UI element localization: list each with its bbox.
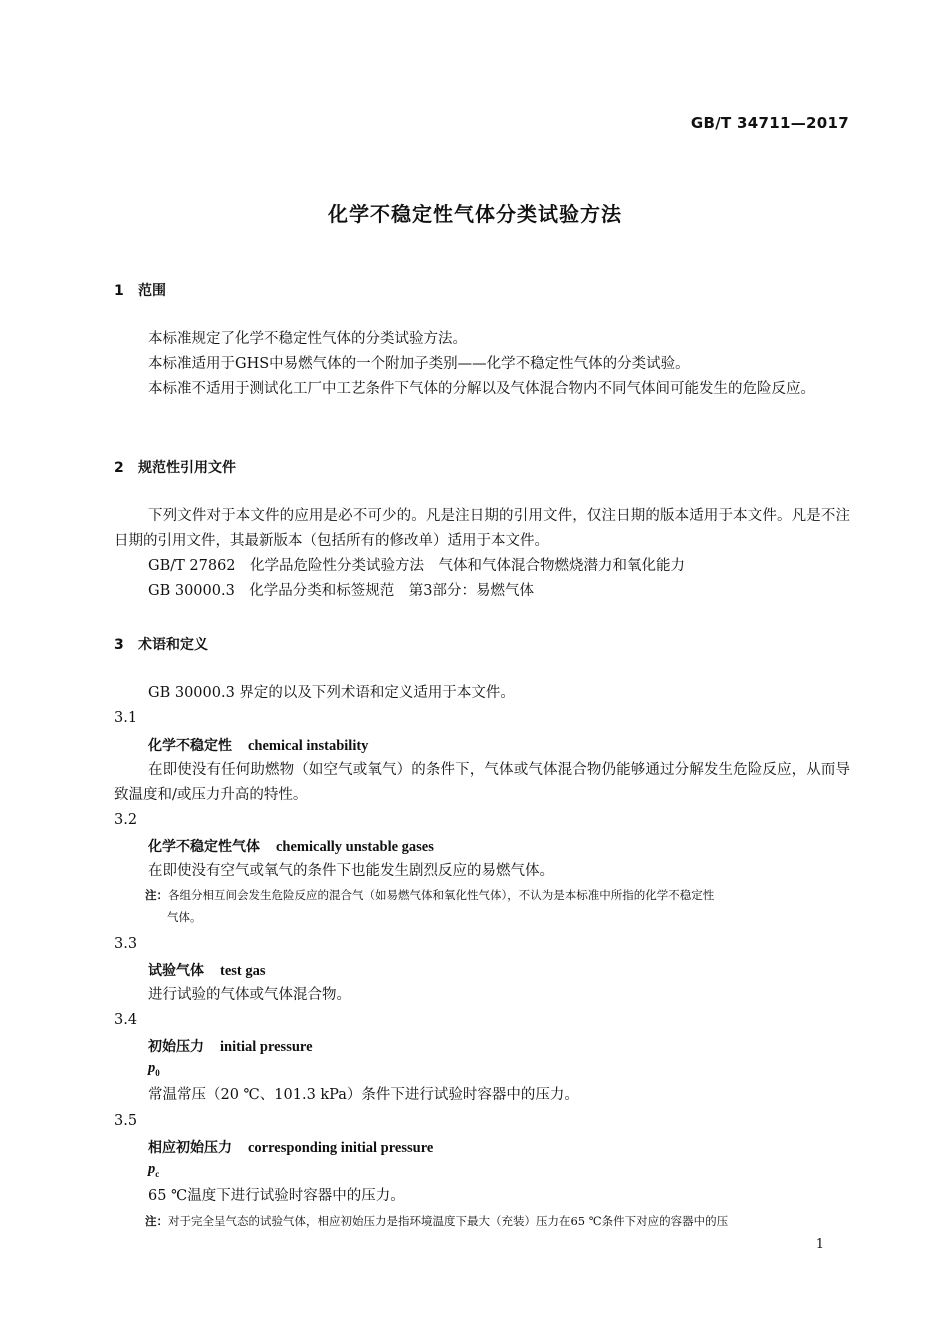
note-text-continued: 气体。 — [167, 910, 202, 924]
term-chinese: 化学不稳定性 — [148, 738, 232, 754]
term-number: 3.3 — [114, 936, 138, 952]
term-heading — [148, 960, 266, 980]
note-label: 注： — [145, 888, 168, 902]
paragraph: 本标准不适用于测试化工厂中工艺条件下气体的分解以及气体混合物内不同气体间可能发生的危险反应。 — [148, 381, 815, 397]
section-title: 范围 — [138, 283, 166, 299]
term-definition: 进行试验的气体或气体混合物。 — [148, 987, 351, 1003]
term-definition: 在即使没有空气或氧气的条件下也能发生剧烈反应的易燃气体。 — [148, 863, 554, 879]
symbol-letter: p — [148, 1060, 156, 1076]
section-number: 1 — [114, 283, 124, 299]
section-2-heading — [114, 457, 236, 477]
standard-number: GB/T 34711—2017 — [690, 114, 849, 132]
symbol-letter: p — [148, 1161, 156, 1177]
page-number: 1 — [815, 1237, 824, 1252]
term-symbol — [148, 1060, 160, 1078]
term-heading — [148, 836, 434, 856]
section-title: 规范性引用文件 — [138, 460, 236, 476]
term-english: corresponding initial pressure — [248, 1140, 434, 1156]
term-english: chemical instability — [248, 738, 369, 754]
note — [145, 1210, 850, 1232]
document-title: 化学不稳定性气体分类试验方法 — [328, 202, 622, 226]
term-english: chemically unstable gases — [276, 839, 434, 855]
term-definition: 在即使没有任何助燃物（如空气或氧气）的条件下，气体或气体混合物仍能够通过分解发生危险反应，从而导致温度和/或压力升高的特性。 — [114, 762, 850, 803]
paragraph: 下列文件对于本文件的应用是必不可少的。凡是注日期的引用文件，仅注日期的版本适用于本文件。凡是不注日期的引用文件，其最新版本（包括所有的修改单）适用于本文件。 — [114, 508, 850, 549]
term-definition: 常温常压（20 ℃、101.3 kPa）条件下进行试验时容器中的压力。 — [148, 1087, 579, 1103]
term-english: test gas — [220, 963, 266, 979]
term-number: 3.1 — [114, 710, 138, 726]
note — [145, 884, 850, 928]
section-number: 3 — [114, 637, 124, 653]
symbol-subscript: c — [155, 1168, 160, 1179]
term-chinese: 试验气体 — [148, 963, 204, 979]
section-3-heading — [114, 634, 208, 654]
term-chinese: 初始压力 — [148, 1039, 204, 1055]
term-number: 3.4 — [114, 1012, 138, 1028]
term-chinese: 化学不稳定性气体 — [148, 839, 260, 855]
section-title: 术语和定义 — [138, 637, 208, 653]
term-symbol — [148, 1161, 159, 1179]
section-number: 2 — [114, 460, 124, 476]
term-heading — [148, 1137, 433, 1157]
term-english: initial pressure — [220, 1039, 313, 1055]
symbol-subscript: 0 — [155, 1067, 160, 1078]
normative-reference: GB 30000.3 化学品分类和标签规范 第3部分：易燃气体 — [148, 583, 535, 599]
normative-reference: GB/T 27862 化学品危险性分类试验方法 气体和气体混合物燃烧潜力和氧化能力 — [148, 558, 686, 574]
term-chinese: 相应初始压力 — [148, 1140, 232, 1156]
term-heading — [148, 735, 368, 755]
note-text: 对于完全呈气态的试验气体，相应初始压力是指环境温度下最大（充装）压力在65 ℃条件下对应的容器中的压 — [168, 1214, 729, 1228]
term-number: 3.5 — [114, 1113, 138, 1129]
note-label: 注： — [145, 1214, 168, 1228]
paragraph: GB 30000.3 界定的以及下列术语和定义适用于本文件。 — [148, 685, 515, 701]
term-number: 3.2 — [114, 812, 138, 828]
term-definition: 65 ℃温度下进行试验时容器中的压力。 — [148, 1188, 405, 1204]
term-heading — [148, 1036, 313, 1056]
paragraph: 本标准适用于GHS中易燃气体的一个附加子类别——化学不稳定性气体的分类试验。 — [148, 356, 690, 372]
section-1-heading — [114, 280, 166, 300]
paragraph: 本标准规定了化学不稳定性气体的分类试验方法。 — [148, 331, 467, 347]
note-text: 各组分相互间会发生危险反应的混合气（如易燃气体和氧化性气体），不认为是本标准中所指的化学不稳定性 — [168, 888, 715, 902]
